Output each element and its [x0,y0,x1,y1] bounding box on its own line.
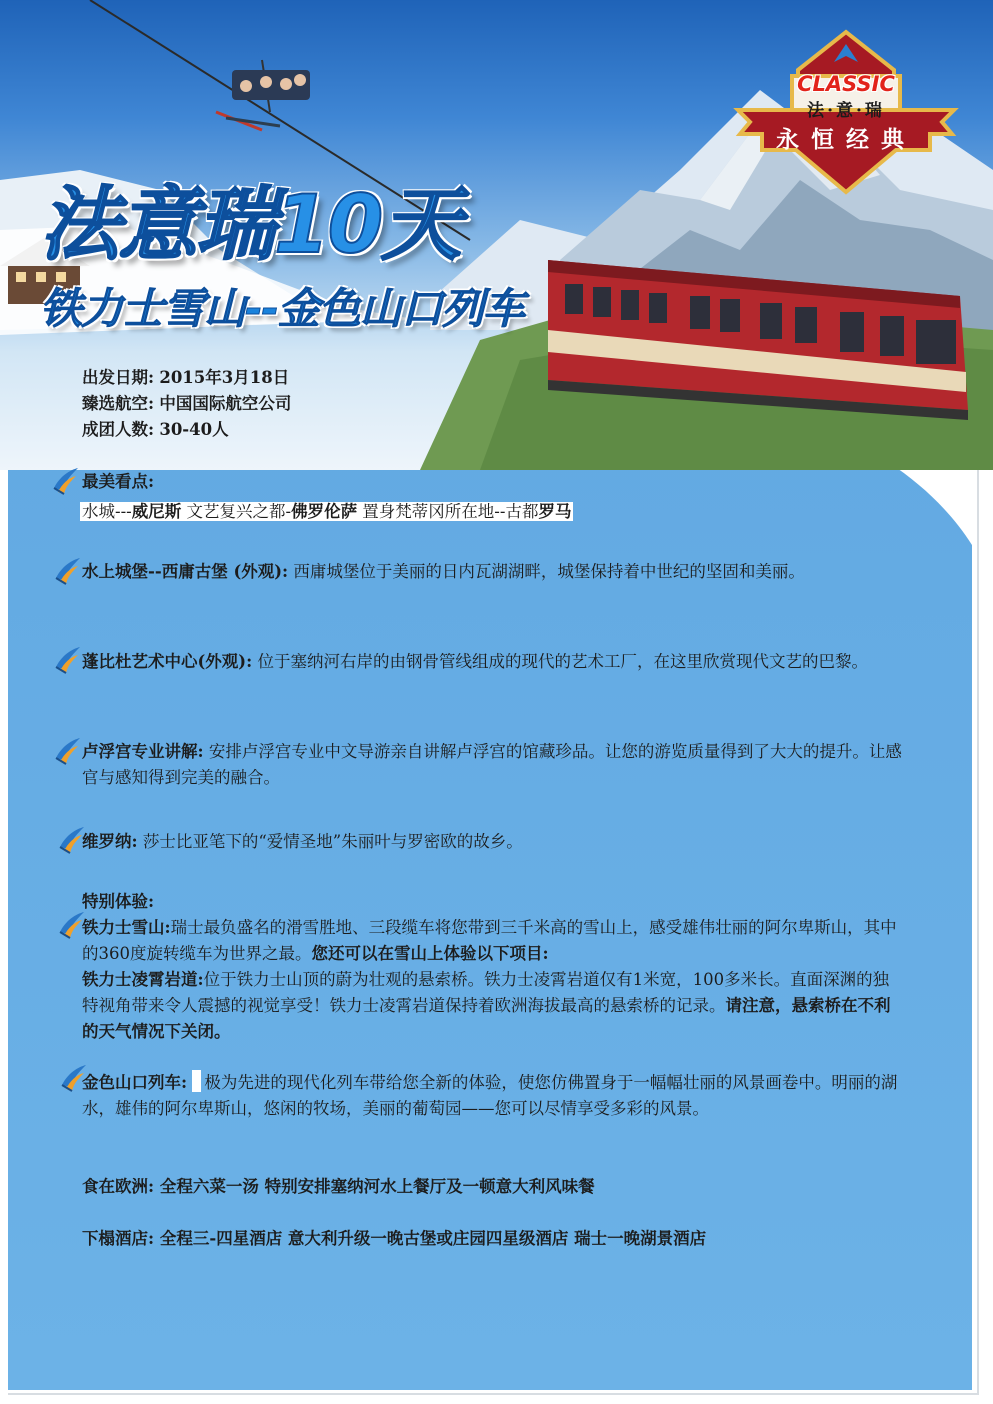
hotel-info: 下榻酒店: 全程三-四星酒店 意大利升级一晚古堡或庄园四星级酒店 瑞士一晚湖景酒店 [82,1229,707,1248]
text-cursor [192,1070,201,1092]
badge-brand: 法·意·瑞 [807,101,885,121]
trip-group-size: 成团人数: 30-40人 [82,420,229,439]
main-title: 法意瑞10天 [40,178,460,271]
highlights-cities: 水城---威尼斯 文艺复兴之都-佛罗伦萨 置身梵蒂冈所在地--古都罗马 [82,502,572,521]
wing-bullet-icon [52,736,82,766]
wing-bullet-icon [50,466,80,496]
verona: 维罗纳: 莎士比亚笔下的“爱情圣地”朱丽叶与罗密欧的故乡。 [82,832,523,851]
louvre-tour: 卢浮宫专业讲解: 安排卢浮宫专业中文导游亲自讲解卢浮宫的馆藏珍品。让您的游览质量得到了大大的提升。让感官与感知得到完美的融合。 [82,742,902,787]
wing-bullet-icon [52,645,82,675]
food-info: 食在欧洲: 全程六菜一汤 特别安排塞纳河水上餐厅及一顿意大利风味餐 [82,1177,595,1196]
trip-date: 出发日期: 2015年3月18日 [82,368,290,387]
wing-bullet-icon [52,556,82,586]
badge-classic: CLASSIC [797,72,895,96]
golden-pass-train: 金色山口列车: 极为先进的现代化列车带给您全新的体验，使您仿佛置身于一幅幅壮丽的风景画卷中。明丽的湖水，雄伟的阿尔卑斯山，悠闲的牧场，美丽的葡萄园——您可以尽情享受多彩的风景。 [82,1070,902,1122]
special-title: 特别体验: [82,892,155,911]
sub-title: 铁力士雪山--金色山口列车 [40,284,524,333]
trip-airline: 臻选航空: 中国国际航空公司 [82,394,292,413]
pompidou-center: 蓬比杜艺术中心(外观): 位于塞纳河右岸的由钢骨管线组成的现代的艺术工厂，在这里欣赏现代文艺的巴黎。 [82,652,868,671]
highlights-title: 最美看点: [82,472,155,491]
badge-slogan: 永恒经典 [776,126,916,153]
titlis-mountain: 铁力士雪山:瑞士最负盛名的滑雪胜地、三段缆车将您带到三千米高的雪山上，感受雄伟壮丽的阿尔卑斯山，其中的360度旋转缆车为世界之最。您还可以在雪山上体验以下项目: 铁力士凌霄岩道:位于铁力士山顶的蔚为壮观的悬索桥。铁力士凌霄岩道仅有1米宽，100多米长。直面深渊的独特视角带来令人震撼的视觉享受！铁力士凌霄岩道保持着欧洲海拔最高的悬索桥的记录。请注意，悬索桥在不利的天气情况下关闭。 [82,918,897,1041]
chillon-castle: 水上城堡--西庸古堡 (外观): 西庸城堡位于美丽的日内瓦湖湖畔，城堡保持着中世纪的坚固和美丽。 [82,562,805,581]
